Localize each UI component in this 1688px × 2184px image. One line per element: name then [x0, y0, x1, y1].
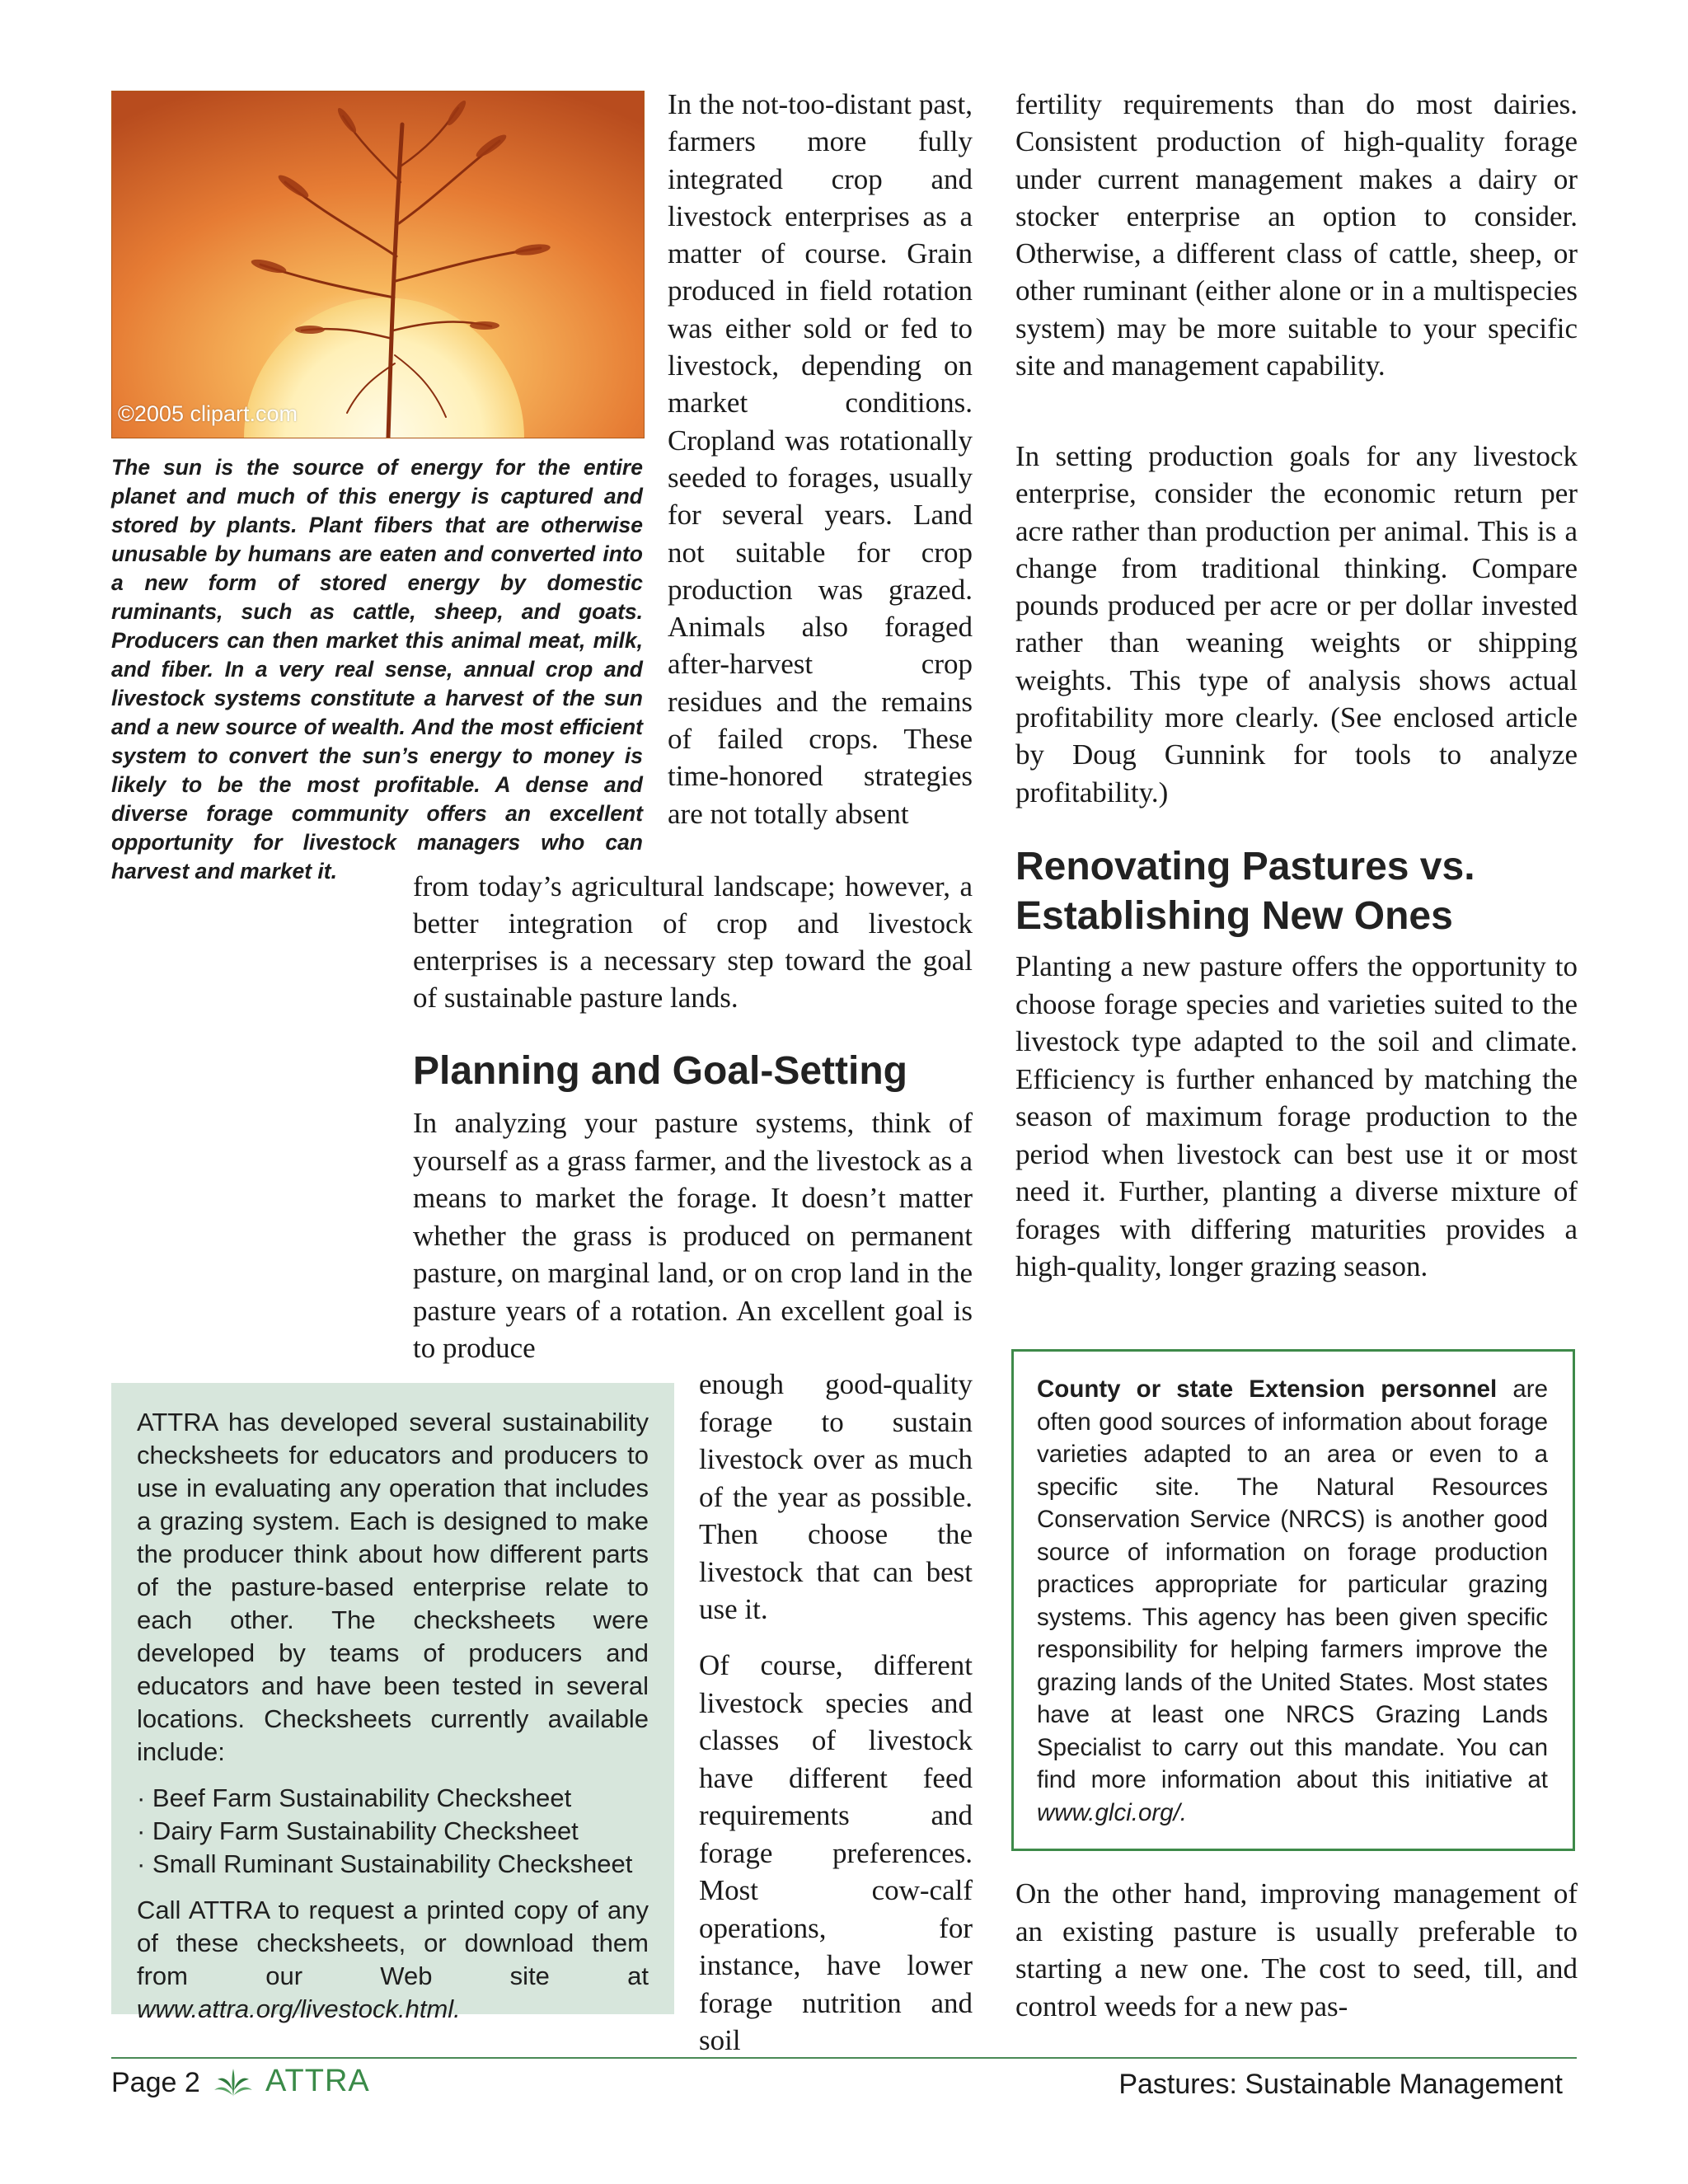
attra-call-sentence: Call ATTRA to request a printed copy of any of these checksheets, or download them from our Web site at: [137, 1896, 649, 1990]
intro-paragraph-continued: from today’s agricultural landscape; however, a better integration of crop and livestock enterprises is a necessary step toward the goal of sustainable pasture lands.: [413, 870, 973, 1014]
photo-credit: ©2005 clipart.com: [118, 401, 298, 426]
attra-checksheets-box: [111, 1383, 674, 2023]
planning-paragraph-c: Of course, different livestock species and classes of livestock have different feed requirements and forage preferences. Most cow-calf operations, for instance, have lower forage nutrition and soil: [699, 1649, 973, 2056]
attra-leaf-icon: [213, 2065, 254, 2098]
production-goals-paragraph: In setting production goals for any livestock enterprise, consider the economic return per acre rather than production per animal. This is a change from traditional thinking. Compare pounds produced per acre or per dollar invested rather than weaning weights or shipping weights. This type of analysis shows actual profitability more clearly. (See enclosed article by Doug Gunnink for tools to analyze profitability.): [1015, 440, 1578, 808]
section-heading-renovating: Renovating Pastures vs. Establishing New Ones: [1015, 845, 1475, 938]
list-item: · Beef Farm Sustainability Checksheet: [137, 1783, 572, 1812]
extension-info-box: [1011, 1349, 1575, 1851]
list-item: · Small Ruminant Sustainability Checksheet: [137, 1849, 633, 1878]
extension-body: are often good sources of information about forage varieties adapted to an area or even to a specific site. The Natural Resources Conservation Service (NRCS) is another good source of information on forage production practices appropriate for particular grazing systems. This agency has been given specific responsibility for helping farmers improve the grazing lands of the United States. Most states have at least one NRCS Grazing Lands Specialist to carry out this mandate. You can find more information about this initiative at: [1037, 1376, 1548, 1793]
page-number: Page 2: [111, 2067, 200, 2098]
list-item: · Dairy Farm Sustainability Checksheet: [137, 1816, 579, 1845]
sun-grass-photo: [111, 91, 645, 438]
existing-pasture-paragraph: On the other hand, improving management of an existing pasture is usually preferable to starting a new one. The cost to seed, till, and control weeds for a new pas-: [1015, 1877, 1578, 2022]
attra-box-intro: ATTRA has developed several sustainability checksheets for educators and producers to use in evaluating any operation that includes a grazing system. Each is designed to make the producer think about how different parts of the pasture-based enterprise relate to each other. The checksheets were developed by teams of producers and educators and have been tested in several locations. Checksheets currently available include:: [137, 1408, 649, 1766]
new-pasture-paragraph: Planting a new pasture offers the opportunity to choose forage species and varieties suited to the livestock type adapted to the soil and climate. Efficiency is further enhanced by matching the season of maximum forage production to the period when livestock can best use it or most need it. Further, planting a diverse mixture of forages with differing maturities provides a high-quality, longer grazing season.: [1015, 950, 1578, 1282]
attra-wordmark: ATTRA: [265, 2064, 370, 2098]
footer-publication-title: Pastures: Sustainable Management: [1118, 2069, 1563, 2100]
attra-call-text: [137, 1894, 649, 2026]
extension-text: [1037, 1373, 1548, 1829]
planning-paragraph-b: enough good-quality forage to sustain livestock over as much of the year as possible. Then choose the livestock that can best use it.: [699, 1368, 973, 1625]
attra-livestock-link[interactable]: www.attra.org/livestock.html.: [137, 1994, 461, 2023]
photo-caption: The sun is the source of energy for the entire planet and much of this energy is captured and stored by plants. Plant fibers that are otherwise unusable by humans are eaten and converted into a new form of stored energy by domestic ruminants, such as cattle, sheep, and goats. Producers can then market this animal meat, milk, and fiber. In a very real sense, annual crop and livestock systems constitute a harvest of the sun and a new source of wealth. And the most efficient system to convert the sun’s energy to money is likely to be the most profitable. A dense and diverse forage community offers an excellent opportunity for livestock managers who can harvest and market it.: [111, 455, 643, 883]
intro-paragraph-top: In the not-too-distant past, farmers more fully integrated crop and livestock enterprises as a matter of course. Grain produced in field rotation was either sold or fed to livestock, depending on market conditions. Cropland was rotationally seeded to forages, usually for several years. Land not suitable for crop production was grazed. Animals also foraged after-harvest crop residues and the remains of failed crops. These time-honored strategies are not totally absent: [668, 88, 973, 830]
glci-link[interactable]: www.glci.org/.: [1037, 1798, 1187, 1826]
footer-divider: [111, 2057, 1577, 2059]
section-heading-planning: Planning and Goal-Setting: [413, 1049, 907, 1093]
planning-paragraph-a: In analyzing your pasture systems, think of yourself as a grass farmer, and the livestock as a means to market the forage. It doesn’t matter whether the grass is produced on permanent pasture, on marginal land, or on crop land in the pasture years of a rotation. An excellent goal is to produce: [413, 1107, 973, 1364]
extension-lead: County or state Extension personnel: [1037, 1376, 1498, 1403]
sunset-grass-image: [112, 91, 644, 438]
fertility-paragraph: fertility requirements than do most dairies. Consistent production of high-quality forage under current management makes a dairy or stocker enterprise an option to consider. Otherwise, a different class of cattle, sheep, or other ruminant (either alone or in a multispecies system) may be more suitable to your specific site and management capability.: [1015, 88, 1578, 382]
checksheet-list: [137, 1782, 649, 1881]
